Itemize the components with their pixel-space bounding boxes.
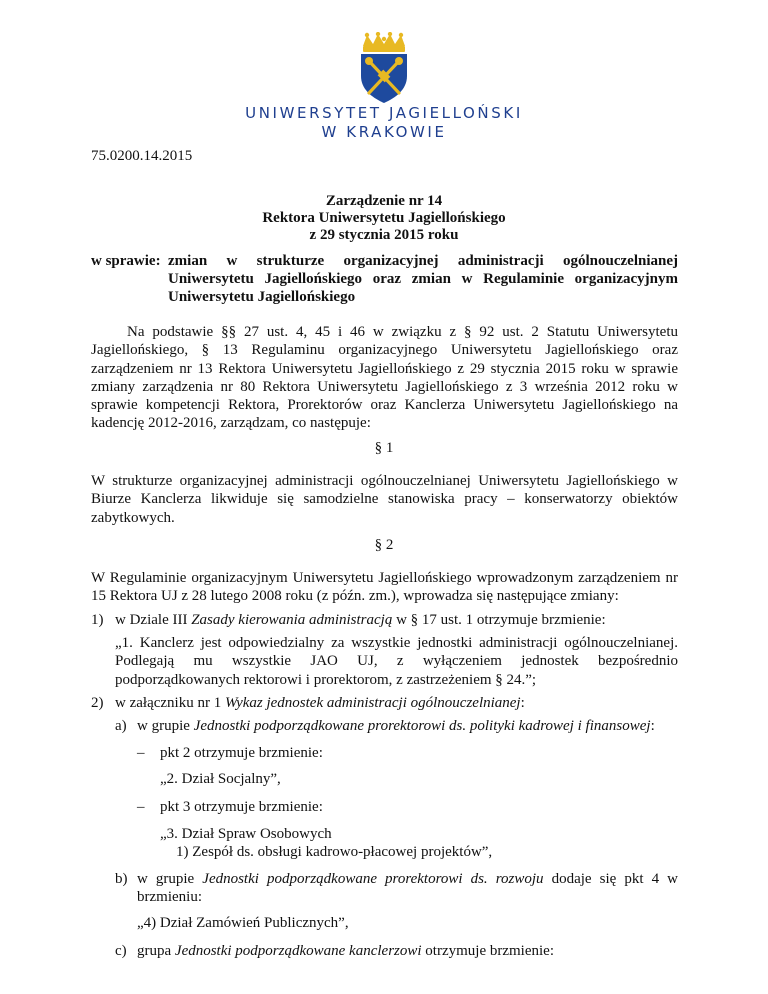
sub-item-b-pre: w grupie [137, 871, 203, 887]
list-item-1-italic: Zasady kierowania administracją [191, 612, 393, 628]
subject-text: zmian w strukturze organizacyjnej administracji ogólnouczelnianej Uniwersytetu Jagiellońskiego oraz zmian w Regulaminie organizacyjnym Uniwersytetu Jagiellońskiego [168, 253, 678, 305]
section1-heading: § 1 [374, 440, 394, 456]
title-line1: Zarządzenie nr 14 [325, 193, 443, 209]
sub-item-b-letter: b) [115, 871, 128, 887]
sub-item-b-italic: Jednostki podporządkowane prorektorowi ds. rozwoju [202, 871, 544, 887]
sub-item-b [115, 870, 678, 907]
sub-item-a-post: : [650, 718, 655, 734]
sub-item-b-post: dodaje się pkt 4 w brzmieniu: [137, 871, 678, 906]
university-name [0, 104, 768, 142]
subject-label: w sprawie: [91, 253, 161, 269]
section1-text: W strukturze organizacyjnej administracji ogólnouczelnianej Uniwersytetu Jagiellońskiego w Biurze Kanclerza likwiduje się samodzielne stanowiska pracy – konserwatorzy obiektów zabytkowych. [91, 473, 678, 526]
document-title [0, 193, 768, 244]
list-item-2-post: : [520, 695, 525, 711]
sub-item-a-italic: Jednostki podporządkowane prorektorowi ds. polityki kadrowej i finansowej [193, 718, 651, 734]
university-name-line1: UNIWERSYTET JAGIELLOŃSKI [245, 104, 523, 122]
title-line2: Rektora Uniwersytetu Jagiellońskiego [262, 210, 506, 226]
list-item-2-text [115, 694, 678, 712]
sub-item-c-italic: Jednostki podporządkowane kanclerzowi [174, 943, 422, 959]
letterhead [0, 32, 768, 142]
dash-item-1-quote: „2. Dział Socjalny”, [160, 771, 281, 787]
list-item-2 [91, 694, 678, 712]
sub-item-a-text [137, 717, 678, 735]
university-crest-icon [353, 32, 415, 104]
dash-item-1-text: pkt 2 otrzymuje brzmienie: [160, 745, 323, 761]
sub-item-c-letter: c) [115, 943, 127, 959]
title-line3: z 29 stycznia 2015 roku [309, 227, 459, 243]
subject [91, 252, 678, 306]
list-item-2-italic: Wykaz jednostek administracji ogólnouczelnianej [224, 695, 521, 711]
dash-item-2-text: pkt 3 otrzymuje brzmienie: [160, 799, 323, 815]
dash-item-2 [137, 798, 323, 816]
list-item-1-quote: „1. Kanclerz jest odpowiedzialny za wszystkie jednostki administracji ogólnouczelnianej. Podlegają mu wszystkie JAO UJ, z wyłączeniem jednostek bezpośrednio podporządkowanych rektorowi i prorektorom, z zastrzeżeniem § 24.”; [115, 635, 678, 688]
list-item-1-post: w § 17 ust. 1 otrzymuje brzmienie: [392, 612, 606, 628]
list-item-1-text [115, 611, 678, 629]
reference-number: 75.0200.14.2015 [91, 148, 193, 164]
dash-item-2-quote-line2: 1) Zespół ds. obsługi kadrowo-płacowej projektów”, [176, 844, 493, 860]
sub-item-b-text [137, 870, 678, 907]
sub-item-c-text [137, 942, 678, 960]
dash-item-2-quote-line1: „3. Dział Spraw Osobowych [160, 826, 332, 842]
section2-text: W Regulaminie organizacyjnym Uniwersytetu Jagiellońskiego wprowadzonym zarządzeniem nr 15 Rektora UJ z 28 lutego 2008 roku (z późn. zm.), wprowadza się następujące zmiany: [91, 570, 678, 605]
list-item-1-pre: w Dziale III [115, 612, 192, 628]
section2-heading: § 2 [374, 537, 394, 553]
sub-item-c-pre: grupa [137, 943, 175, 959]
intro-paragraph: Na podstawie §§ 27 ust. 4, 45 i 46 w związku z § 92 ust. 2 Statutu Uniwersytetu Jagiellońskiego, § 13 Regulaminu organizacyjnego Uniwersytetu Jagiellońskiego oraz zarządzeniem nr 13 Rektora Uniwersytetu Jagiellońskiego z 29 stycznia 2015 roku w sprawie zmiany zarządzenia nr 80 Rektora Uniwersytetu Jagiellońskiego z 3 września 2012 roku w sprawie kompetencji Rektora, Prorektorów oraz Kanclerza Uniwersytetu Jagiellońskiego na kadencję 2012-2016, zarządzam, co następuje: [91, 324, 678, 432]
list-item-1 [91, 611, 678, 629]
list-item-2-pre: w załączniku nr 1 [115, 695, 225, 711]
sub-item-a [115, 717, 678, 735]
university-name-line2: W KRAKOWIE [321, 123, 447, 141]
sub-item-b-quote: „4) Dział Zamówień Publicznych”, [137, 915, 349, 931]
sub-item-c [115, 942, 678, 960]
dash-symbol: – [137, 745, 145, 761]
sub-item-c-post: otrzymuje brzmienie: [421, 943, 554, 959]
dash-symbol: – [137, 799, 145, 815]
sub-item-a-pre: w grupie [137, 718, 194, 734]
list-item-2-number: 2) [91, 695, 104, 711]
list-item-1-number: 1) [91, 612, 104, 628]
sub-item-a-letter: a) [115, 718, 127, 734]
dash-item-1 [137, 744, 323, 762]
